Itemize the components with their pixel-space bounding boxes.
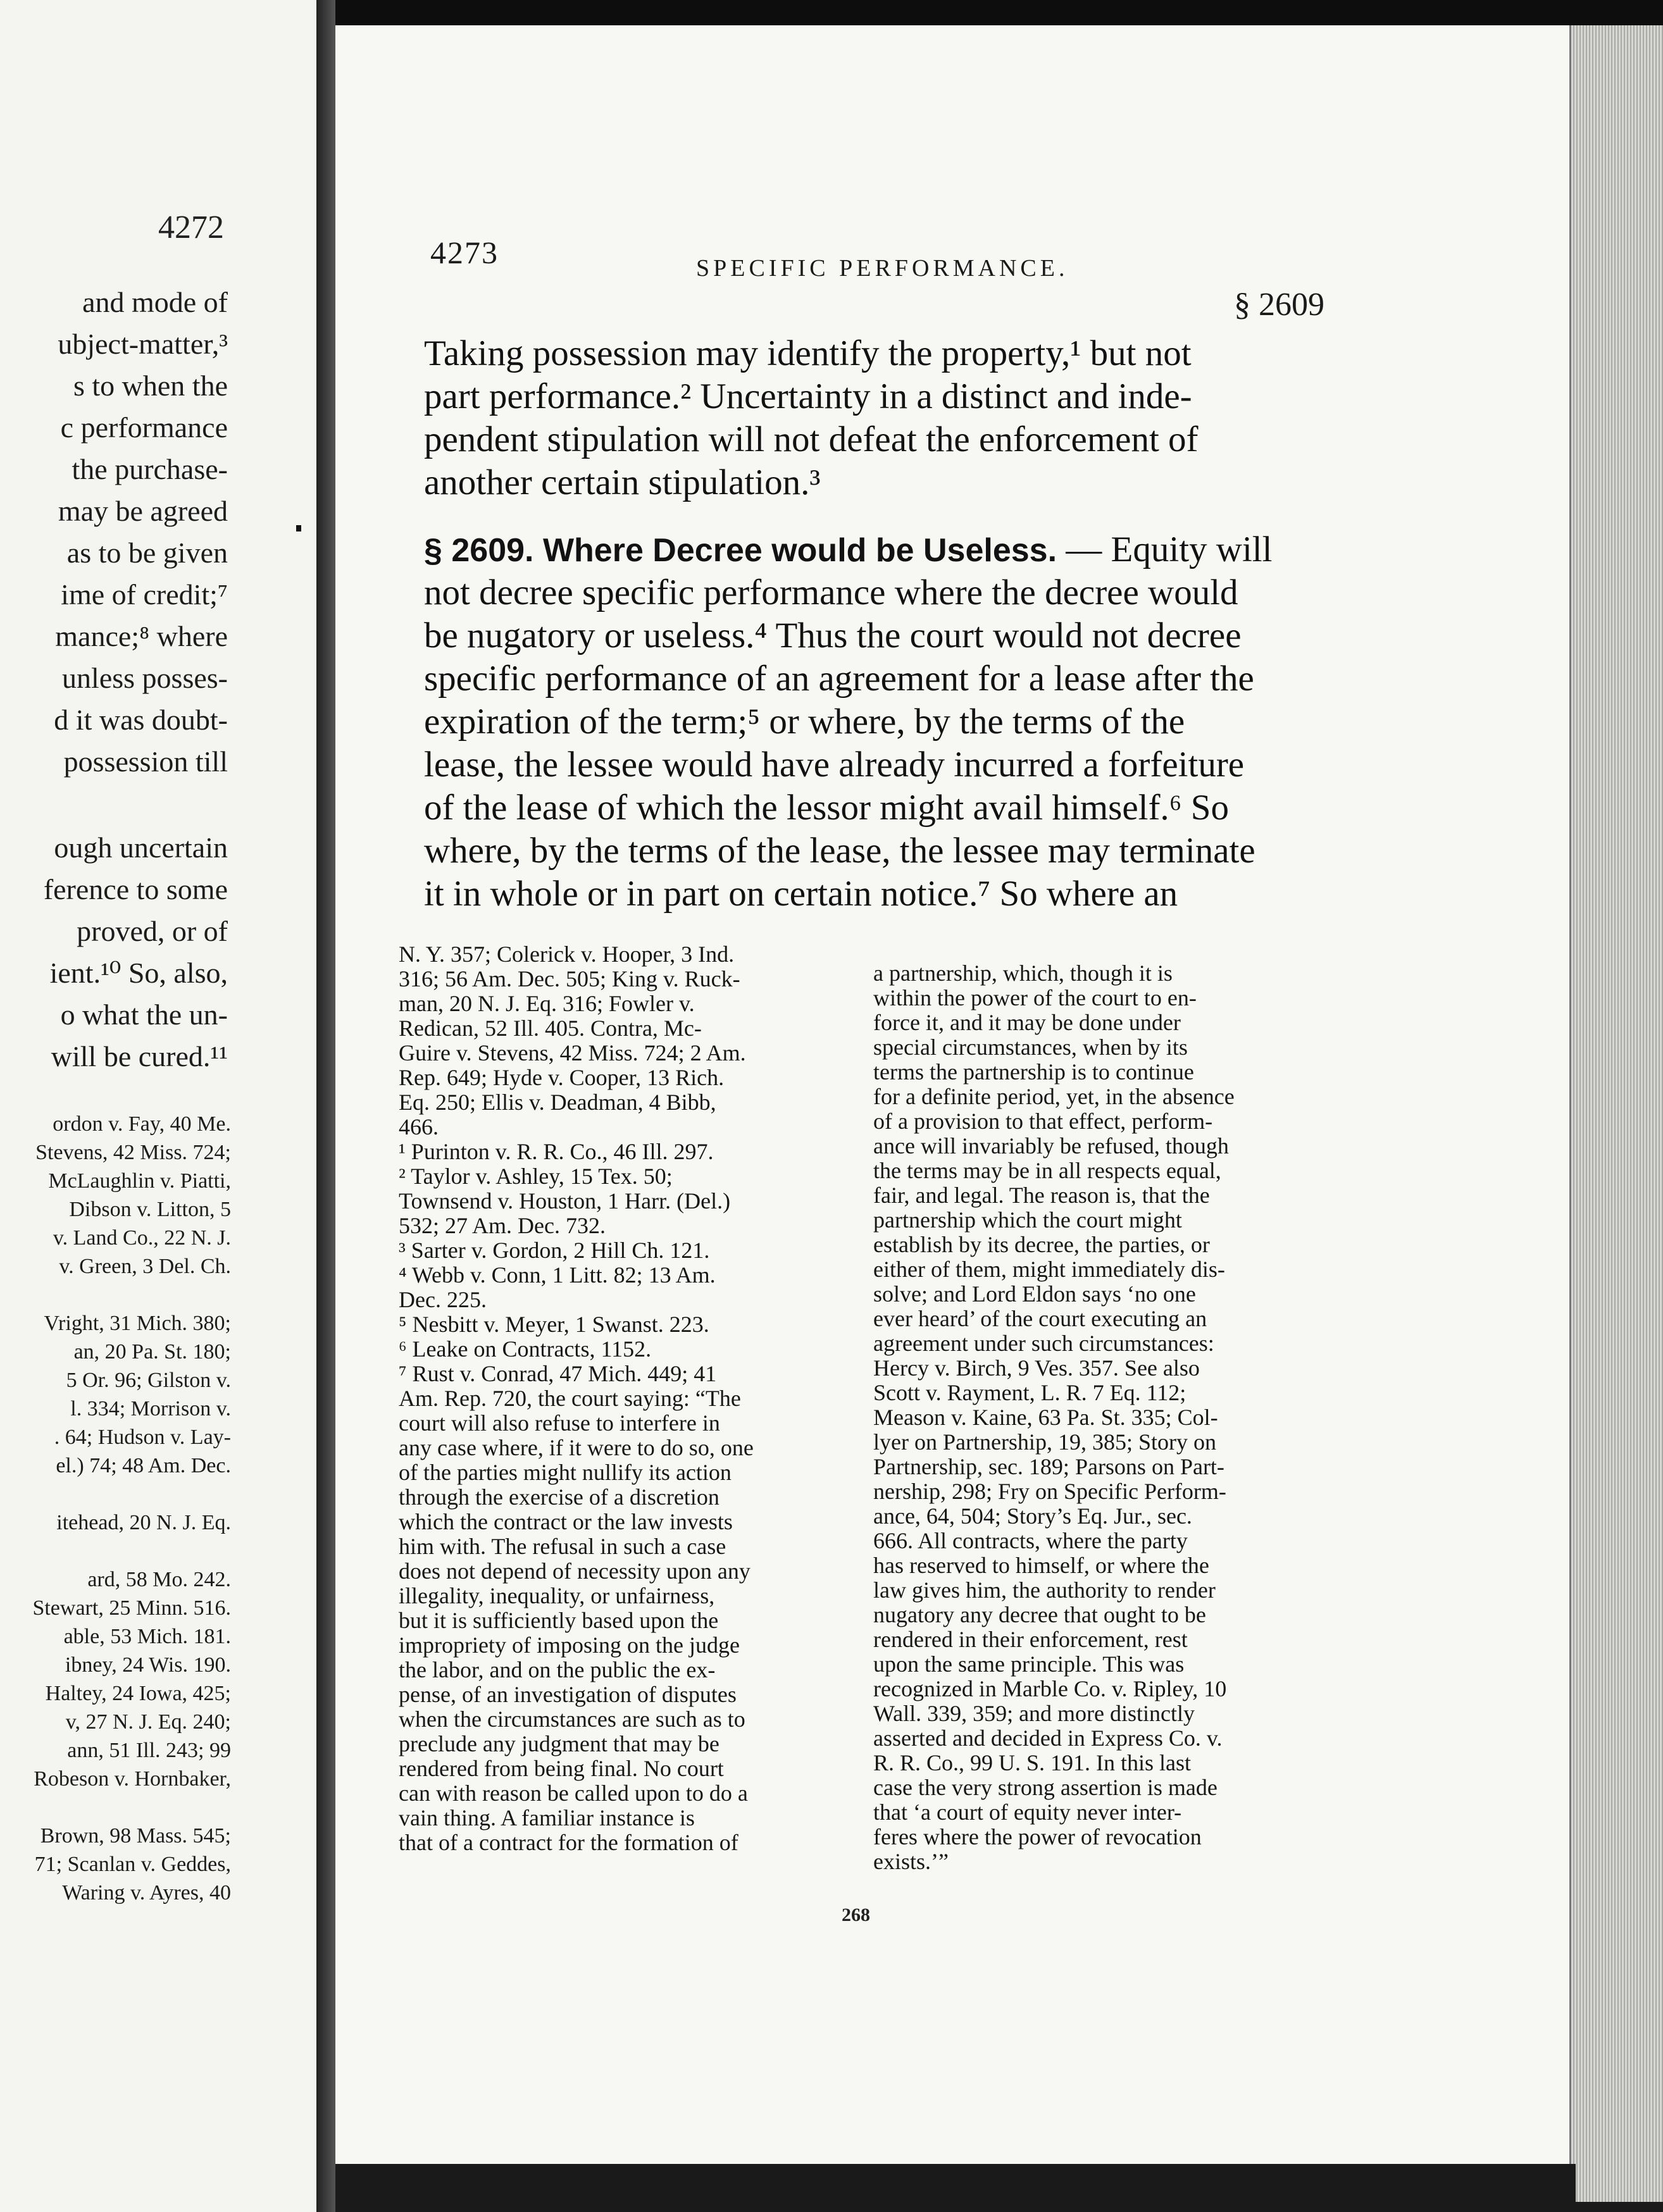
left-text-line: and mode of	[82, 286, 228, 318]
footnote-line: has reserved to himself, or where the	[873, 1553, 1209, 1578]
footnote-line: through the exercise of a discretion	[399, 1484, 719, 1510]
text-line: expiration of the term;⁵ or where, by the terms of the	[424, 702, 1185, 742]
footnote-line: a partnership, which, though it is	[873, 960, 1173, 986]
section-marker: § 2609	[1234, 287, 1324, 323]
left-text-line: unless posses-	[62, 662, 228, 694]
footnote-line: Scott v. Rayment, L. R. 7 Eq. 112;	[873, 1380, 1187, 1405]
footnote-line: ance, 64, 504; Story’s Eq. Jur., sec.	[873, 1503, 1192, 1529]
footnote-line: rendered in their enforcement, rest	[873, 1627, 1188, 1652]
left-footnote-line: el.) 74; 48 Am. Dec.	[56, 1454, 231, 1477]
left-text-line: ime of credit;⁷	[61, 578, 228, 611]
left-footnote-line: 71; Scanlan v. Geddes,	[34, 1853, 231, 1876]
left-footnote-line: l. 334; Morrison v.	[70, 1397, 231, 1420]
left-footnote-line: v. Green, 3 Del. Ch.	[59, 1255, 231, 1278]
footnote-line: ¹ Purinton v. R. R. Co., 46 Ill. 297.	[399, 1139, 714, 1164]
left-text-line: proved, or of	[77, 915, 228, 947]
left-text-line: ough uncertain	[54, 831, 228, 864]
footnote-line: any case where, if it were to do so, one	[399, 1435, 754, 1460]
page-mark	[296, 525, 301, 531]
left-footnote-line: an, 20 Pa. St. 180;	[73, 1340, 231, 1364]
footnote-line: law gives him, the authority to render	[873, 1577, 1216, 1603]
left-footnote-line: Stevens, 42 Miss. 724;	[35, 1141, 231, 1164]
left-text-line: d it was doubt-	[54, 704, 228, 736]
left-text-line: ubject-matter,³	[58, 328, 228, 360]
left-text-line: will be cured.¹¹	[51, 1040, 228, 1072]
left-footnote-line: able, 53 Mich. 181.	[63, 1625, 231, 1648]
left-footnote-line: ard, 58 Mo. 242.	[87, 1568, 231, 1591]
book-gutter	[316, 0, 335, 2212]
footnote-line: man, 20 N. J. Eq. 316; Fowler v.	[399, 991, 695, 1016]
footnote-line: agreement under such circumstances:	[873, 1331, 1214, 1356]
footnote-line: ³ Sarter v. Gordon, 2 Hill Ch. 121.	[399, 1238, 710, 1263]
footnote-line: Am. Rep. 720, the court saying: “The	[399, 1386, 741, 1411]
footnote-line: Dec. 225.	[399, 1287, 487, 1312]
right-page	[335, 25, 1607, 2164]
footnote-line: impropriety of imposing on the judge	[399, 1632, 740, 1658]
footnote-line: the terms may be in all respects equal,	[873, 1158, 1221, 1183]
text-line: another certain stipulation.³	[424, 463, 821, 502]
footnote-line: of the parties might nullify its action	[399, 1460, 732, 1485]
footnote-line: Townsend v. Houston, 1 Harr. (Del.)	[399, 1188, 731, 1214]
footnote-line: Meason v. Kaine, 63 Pa. St. 335; Col-	[873, 1405, 1218, 1430]
footnote-line: ever heard’ of the court executing an	[873, 1306, 1207, 1331]
folio-signature: 268	[842, 1904, 870, 1925]
left-text-line: the purchase-	[72, 453, 228, 485]
left-footnote-line: Robeson v. Hornbaker,	[34, 1767, 231, 1791]
section-heading-rest: — Equity will	[1066, 530, 1273, 569]
footnote-line: Rep. 649; Hyde v. Cooper, 13 Rich.	[399, 1065, 725, 1090]
text-line: of the lease of which the lessor might avail himself.⁶ So	[424, 788, 1230, 828]
footnote-line: ⁶ Leake on Contracts, 1152.	[399, 1336, 652, 1362]
left-text-line: as to be given	[66, 537, 228, 569]
footnote-line: case the very strong assertion is made	[873, 1775, 1218, 1800]
footnote-line: court will also refuse to interfere in	[399, 1410, 720, 1436]
footnote-line: solve; and Lord Eldon says ‘no one	[873, 1281, 1196, 1307]
footnote-line: N. Y. 357; Colerick v. Hooper, 3 Ind.	[399, 941, 735, 967]
footnote-line: of a provision to that effect, perform-	[873, 1109, 1213, 1134]
running-head: SPECIFIC PERFORMANCE.	[696, 255, 1069, 282]
footnote-line: Partnership, sec. 189; Parsons on Part-	[873, 1454, 1224, 1479]
left-footnote-line: Waring v. Ayres, 40	[62, 1881, 231, 1904]
section-heading: § 2609. Where Decree would be Useless.	[424, 532, 1057, 569]
footnote-line: 666. All contracts, where the party	[873, 1528, 1188, 1553]
left-text-line: o what the un-	[60, 998, 228, 1031]
text-line: it in whole or in part on certain notice.⁷ So where an	[424, 874, 1178, 914]
left-footnote-line: ann, 51 Ill. 243; 99	[67, 1739, 231, 1762]
footnote-line: recognized in Marble Co. v. Ripley, 10	[873, 1676, 1227, 1701]
scan-bottom-band	[335, 2164, 1576, 2212]
left-footnote-line: Vright, 31 Mich. 380;	[44, 1312, 231, 1335]
footnote-line: rendered from being final. No court	[399, 1756, 724, 1781]
left-text-line: may be agreed	[58, 495, 228, 527]
footnote-line: exists.’”	[873, 1849, 949, 1874]
left-footnote-line: v, 27 N. J. Eq. 240;	[65, 1710, 231, 1734]
left-text-line: ference to some	[43, 873, 228, 905]
text-line: Taking possession may identify the property,¹ but not	[424, 333, 1192, 373]
footnote-line: that of a contract for the formation of	[399, 1830, 738, 1855]
footnote-line: asserted and decided in Express Co. v.	[873, 1725, 1223, 1751]
left-footnote-line: itehead, 20 N. J. Eq.	[56, 1511, 231, 1534]
footnote-line: force it, and it may be done under	[873, 1010, 1181, 1035]
footnote-line: illegality, inequality, or unfairness,	[399, 1583, 715, 1608]
footnote-line: 532; 27 Am. Dec. 732.	[399, 1213, 606, 1238]
left-text-line: s to when the	[73, 370, 228, 402]
left-text-line: c performance	[60, 411, 228, 444]
footnote-line: nugatory any decree that ought to be	[873, 1602, 1206, 1627]
text-line: where, by the terms of the lease, the lessee may terminate	[424, 831, 1255, 871]
left-page	[0, 0, 320, 2212]
footnote-line: 316; 56 Am. Dec. 505; King v. Ruck-	[399, 966, 740, 991]
footnote-line: 466.	[399, 1114, 439, 1140]
footnote-line: ⁴ Webb v. Conn, 1 Litt. 82; 13 Am.	[399, 1262, 716, 1288]
left-footnote-line: ordon v. Fay, 40 Me.	[53, 1112, 231, 1136]
footnote-line: nership, 298; Fry on Specific Perform-	[873, 1479, 1226, 1504]
footnote-line: that ‘a court of equity never inter-	[873, 1799, 1182, 1825]
footnote-line: can with reason be called upon to do a	[399, 1780, 748, 1806]
footnote-line: Eq. 250; Ellis v. Deadman, 4 Bibb,	[399, 1090, 716, 1115]
left-footnote-line: v. Land Co., 22 N. J.	[53, 1226, 231, 1250]
footnote-line: ance will invariably be refused, though	[873, 1133, 1229, 1159]
left-footnote-line: McLaughlin v. Piatti,	[48, 1169, 231, 1193]
footnote-line: Guire v. Stevens, 42 Miss. 724; 2 Am.	[399, 1040, 746, 1066]
text-line: lease, the lessee would have already incurred a forfeiture	[424, 745, 1245, 785]
footnote-line: does not depend of necessity upon any	[399, 1558, 751, 1584]
footnote-line: special circumstances, when by its	[873, 1035, 1188, 1060]
footnote-line: Redican, 52 Ill. 405. Contra, Mc-	[399, 1016, 702, 1041]
footnote-line: feres where the power of revocation	[873, 1824, 1202, 1849]
text-line: be nugatory or useless.⁴ Thus the court would not decree	[424, 616, 1242, 656]
footnote-line: within the power of the court to en-	[873, 985, 1197, 1010]
footnote-line: ⁵ Nesbitt v. Meyer, 1 Swanst. 223.	[399, 1312, 709, 1337]
left-page-number: 4272	[158, 209, 224, 245]
footnote-line: vain thing. A familiar instance is	[399, 1805, 695, 1830]
footnote-line: fair, and legal. The reason is, that the	[873, 1183, 1210, 1208]
footnote-line: establish by its decree, the parties, or	[873, 1232, 1210, 1257]
section-heading-line	[424, 531, 1272, 568]
footnote-line: for a definite period, yet, in the absence	[873, 1084, 1235, 1109]
left-footnote-line: Dibson v. Litton, 5	[69, 1198, 231, 1221]
text-line: pendent stipulation will not defeat the enforcement of	[424, 419, 1199, 459]
footnote-line: Hercy v. Birch, 9 Ves. 357. See also	[873, 1355, 1200, 1381]
footnote-line: upon the same principle. This was	[873, 1651, 1185, 1677]
left-text-line: ient.¹⁰ So, also,	[49, 957, 228, 989]
page-number: 4273	[430, 235, 499, 270]
left-text-line: mance;⁸ where	[55, 620, 228, 652]
footnote-line: ² Taylor v. Ashley, 15 Tex. 50;	[399, 1164, 673, 1189]
book-page-edges	[1569, 25, 1663, 2202]
left-footnote-line: ibney, 24 Wis. 190.	[65, 1653, 231, 1677]
left-text-line: possession till	[63, 745, 228, 778]
footnote-line: but it is sufficiently based upon the	[399, 1608, 719, 1633]
footnote-line: R. R. Co., 99 U. S. 191. In this last	[873, 1750, 1192, 1775]
footnote-line: pense, of an investigation of disputes	[399, 1682, 737, 1707]
footnote-line: preclude any judgment that may be	[399, 1731, 719, 1756]
footnote-line: ⁷ Rust v. Conrad, 47 Mich. 449; 41	[399, 1361, 717, 1386]
left-footnote-line: 5 Or. 96; Gilston v.	[66, 1369, 231, 1392]
footnote-line: terms the partnership is to continue	[873, 1059, 1194, 1084]
footnote-line: him with. The refusal in such a case	[399, 1534, 726, 1559]
left-footnote-line: Haltey, 24 Iowa, 425;	[45, 1682, 231, 1705]
text-line: specific performance of an agreement for a lease after the	[424, 659, 1254, 699]
left-footnote-line: Brown, 98 Mass. 545;	[40, 1824, 231, 1848]
footnote-line: either of them, might immediately dis-	[873, 1257, 1225, 1282]
left-footnote-line: Stewart, 25 Minn. 516.	[32, 1596, 231, 1620]
footnote-line: partnership which the court might	[873, 1207, 1182, 1233]
text-line: not decree specific performance where the decree would	[424, 573, 1238, 612]
left-footnote-line: . 64; Hudson v. Lay-	[54, 1426, 231, 1449]
footnote-line: the labor, and on the public the ex-	[399, 1657, 716, 1682]
footnote-line: which the contract or the law invests	[399, 1509, 733, 1534]
text-line: part performance.² Uncertainty in a distinct and inde-	[424, 376, 1192, 416]
footnote-line: Wall. 339, 359; and more distinctly	[873, 1701, 1195, 1726]
footnote-line: when the circumstances are such as to	[399, 1706, 745, 1732]
footnote-line: lyer on Partnership, 19, 385; Story on	[873, 1429, 1216, 1455]
